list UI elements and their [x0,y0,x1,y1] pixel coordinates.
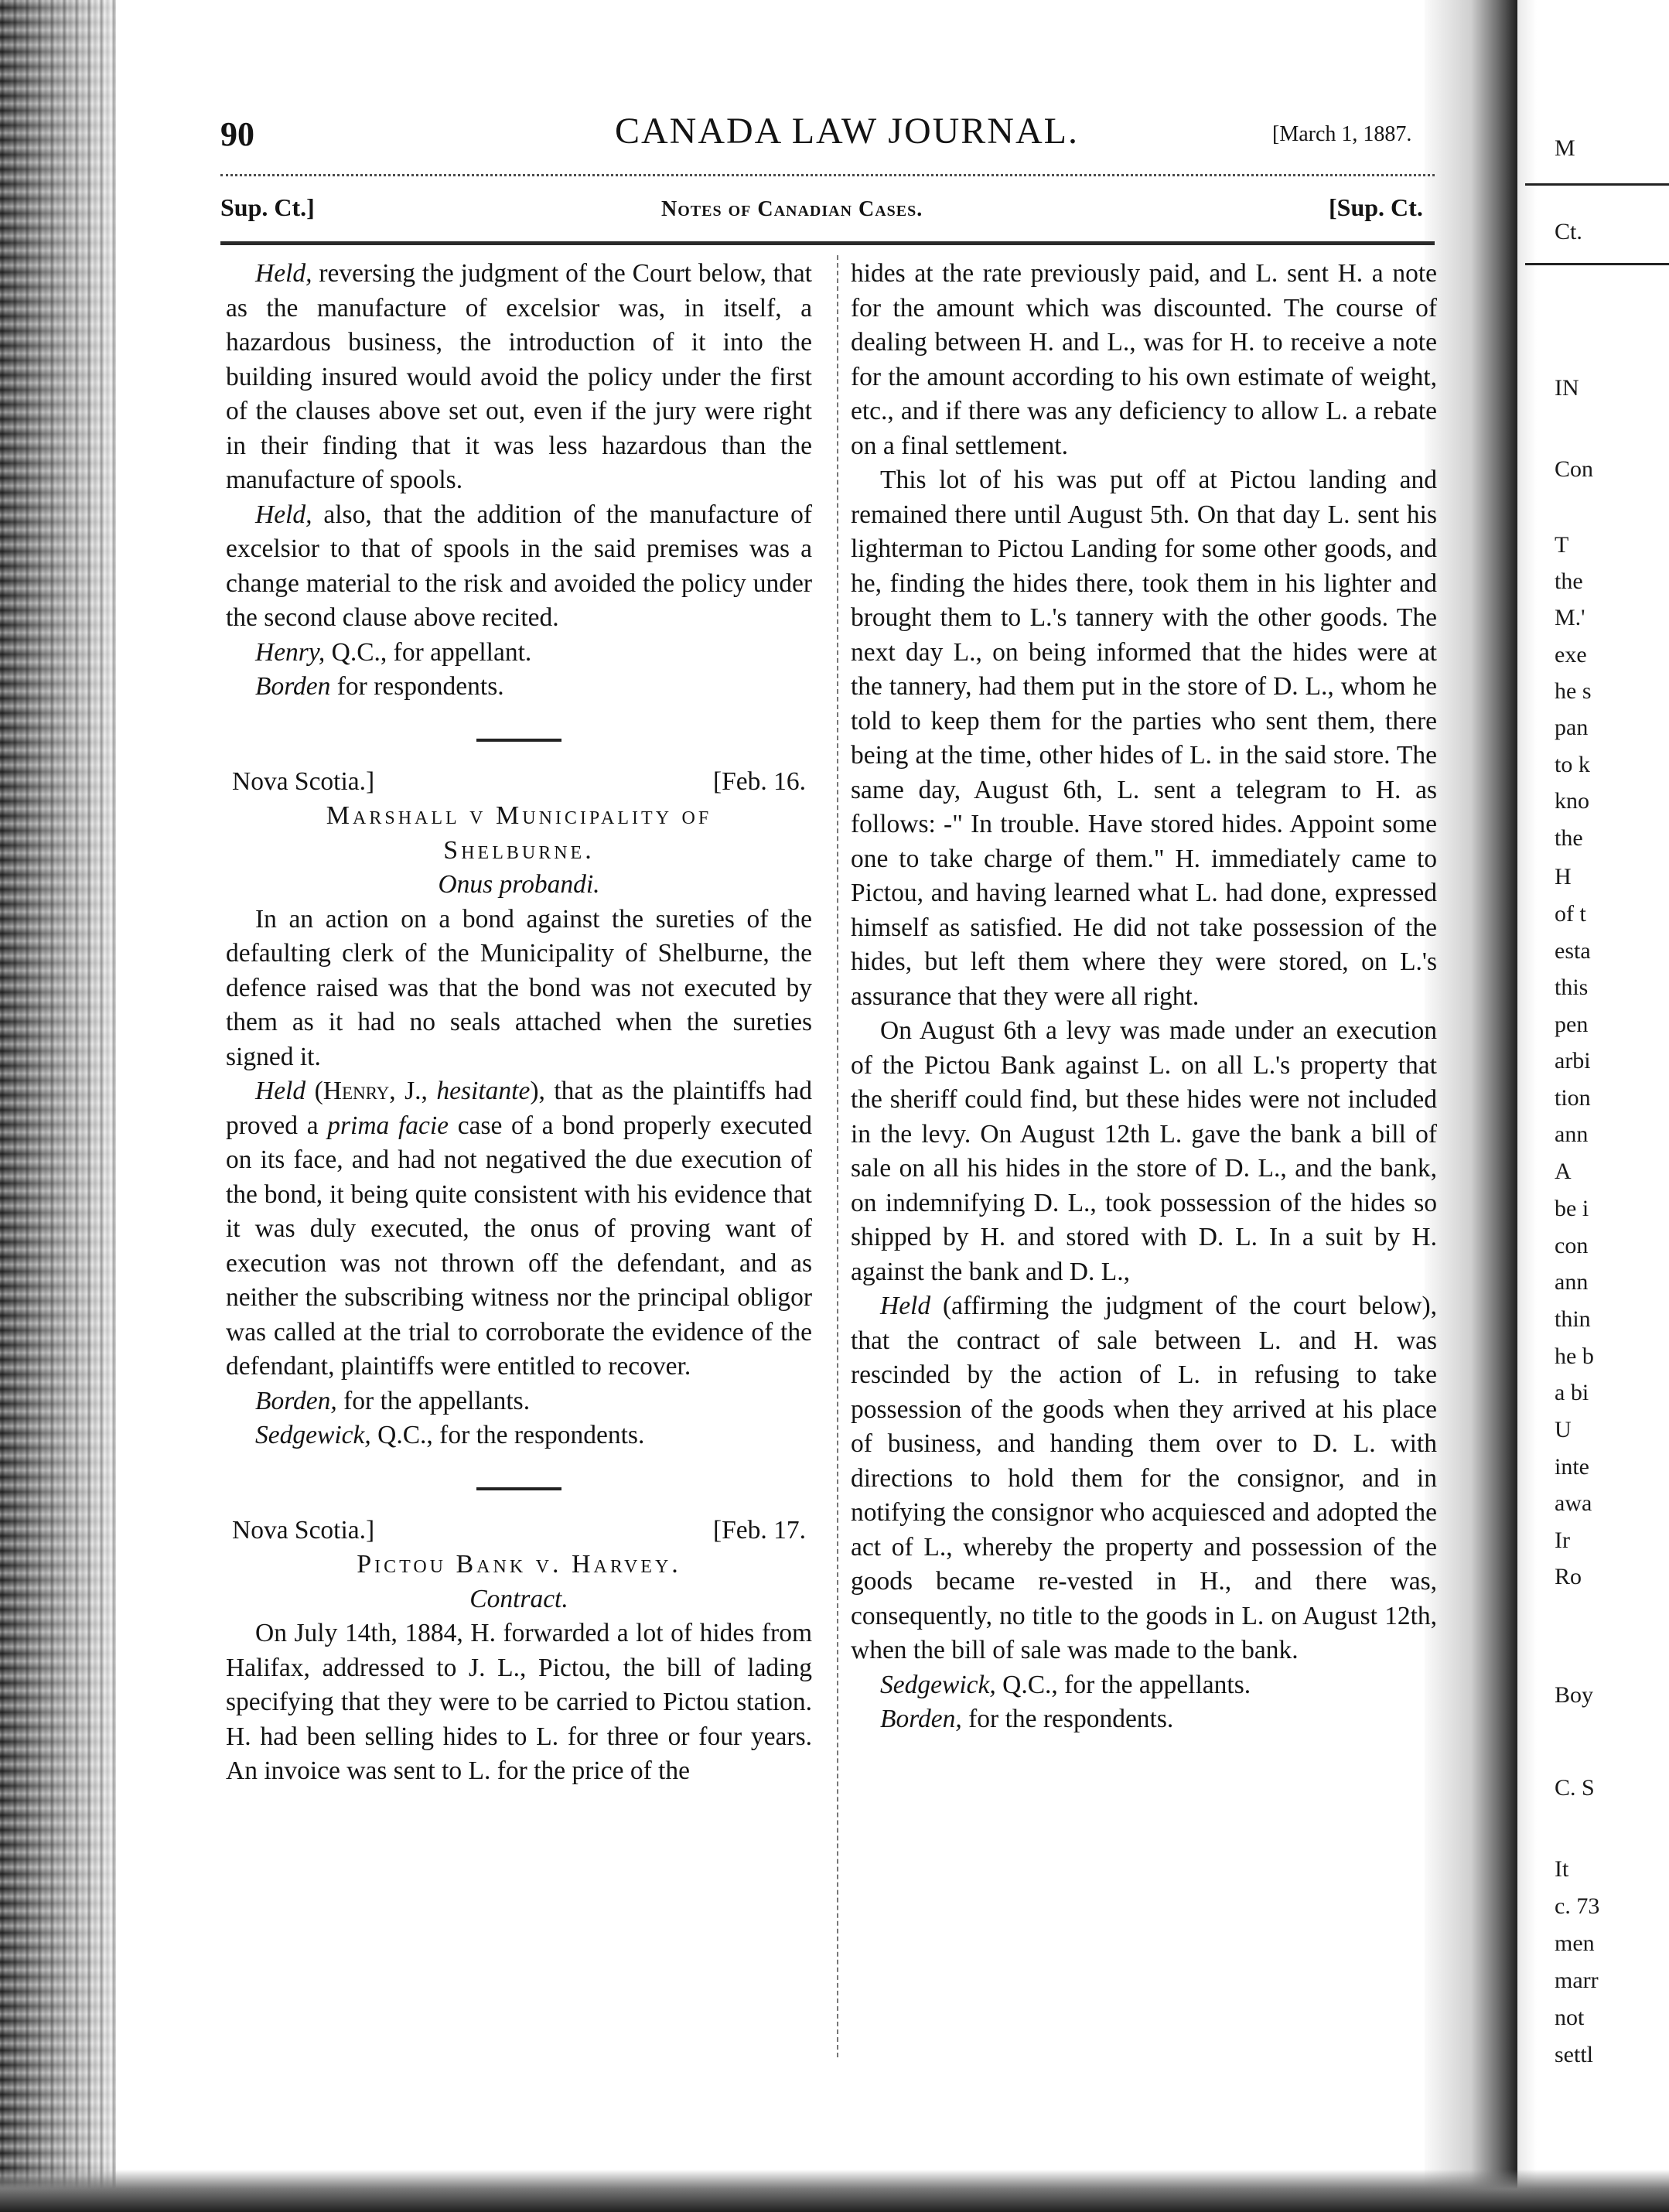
case-title-continued: Shelburne. [443,835,595,865]
facing-page-fragment: tion [1555,1085,1591,1111]
facing-page-fragment: marr [1555,1968,1599,1993]
counsel-role: Q.C., for the appellants. [995,1670,1251,1699]
column-divider [837,255,838,2057]
case-province: Nova Scotia.] [232,766,375,796]
held-text: case of a bond properly executed on its face, and had not negatived the due execution of the bond, it being quite consistent with his evidence that it was duly executed, the onus of proving want of execution was not thrown off the defendant, and as neither the subscribing witness nor the principal obligor was called at the trial to corroborate the evidence of the defendant, plaintiffs were entitled to recover. [226,1111,812,1381]
facing-page-fragment: esta [1555,938,1591,964]
held-text: also, that the addition of the manufacture of excelsior to that of spools in the said premises was a change material to the risk and avoided the policy under the second clause above recited. [226,500,812,632]
counsel-role: for the appellants. [336,1386,531,1415]
facing-page-fragment: H [1555,864,1572,889]
case-date: [Feb. 17. [712,1515,806,1545]
counsel-role: Q.C., for appellant. [325,637,532,667]
held-text: (affirming the judgment of the court below), that the contract of sale between L. and H. was rescinded by the action of L. in refusing to take possession of the goods when they arrived at his place of business, and handing them over to D. L. with directions to hold them for the consignor, and in notifying the consignor who acquiesced and adopted the act of L., whereby the property and possession of the goods became re-vested in H., and there was, consequently, no title to the goods in L. on August 12th, when the bill of sale was made to the bank. [851,1292,1437,1664]
facing-page-edge [1517,0,1669,2212]
counsel-name: Henry, [255,637,326,667]
right-column [851,257,1437,1737]
case-facts: This lot of his was put off at Pictou landing and remained there until August 5th. On that day L. sent his lighterman to Pictou Landing for some other goods, and he, finding the hides there, took them in his lighter and brought them to L.'s tannery with the other goods. The next day L., on being informed that the hides were at the tannery, had them put in the store of D. L., whom he told to keep them for the parties who sent them, there being at the time, other hides of L. in the said store. The same day, August 6th, L. sent a telegram to H. as follows: -" In trouble. Have stored hides. Appoint some one to take charge of them." H. immediately came to Pictou, and having learned what L. had done, expressed himself as satisfied. He did not take possession of the hides, but left them where they were stored, on L.'s assurance that they were all right. [851,466,1437,1011]
facing-page-fragment: ann [1555,1269,1589,1295]
facing-page-fragment: awa [1555,1490,1592,1516]
facing-page-fragment: M.' [1555,605,1585,630]
case-title: Marshall v Municipality of [326,801,712,830]
counsel-name: Sedgewick, [880,1670,996,1699]
judge-name: Henry, J., [323,1077,428,1105]
counsel-line [226,670,812,705]
case-heading [232,765,806,800]
held-text: ), that as the plaintiffs had proved a [226,1077,812,1140]
facing-page-fragment: thin [1555,1306,1591,1332]
held-punct: ( [305,1077,323,1105]
journal-title: CANADA LAW JOURNAL. [615,111,1079,152]
case-subject: Onus probandi. [438,870,600,899]
facing-page-rule [1525,183,1669,186]
held-paragraph-2 [226,498,812,636]
case-date: [Feb. 16. [712,766,806,796]
counsel-role: for the respondents. [961,1705,1174,1733]
counsel-line [226,1418,812,1453]
facing-page-fragment: Boy [1555,1682,1594,1708]
case-title: Pictou Bank v. Harvey. [357,1550,681,1579]
facing-page-fragment: the [1555,825,1583,851]
binding-edge [0,0,116,2212]
latin-phrase: prima facie [327,1111,449,1140]
facing-page-fragment: Ir [1555,1528,1570,1553]
column-head-rule [220,241,1435,245]
facing-page-fragment: Ro [1555,1564,1582,1589]
facing-page-fragment: IN [1555,375,1579,401]
facing-page-fragment: c. 73 [1555,1893,1600,1919]
facing-page-fragment: to k [1555,752,1590,777]
held-text: reversing the judgment of the Court below, that as the manufacture of excelsior was, in itself, a hazardous business, the introduction of it into the building insured would avoid the policy under the first of the clauses above set out, even if the jury were right in their finding that it was less hazardous than the manufacture of spools. [226,259,812,494]
facing-page-fragment: he b [1555,1343,1594,1369]
counsel-line [851,1702,1437,1737]
counsel-role: for respondents. [330,672,504,701]
facing-page-fragment: Ct. [1555,219,1582,244]
facing-page-fragment: pen [1555,1012,1589,1037]
running-head-court-left: Sup. Ct.] [220,193,315,221]
held-lead: Held, [255,259,312,288]
counsel-name: Sedgewick, [255,1421,371,1449]
issue-date: [March 1, 1887. [1272,122,1412,146]
counsel-role: Q.C., for the respondents. [370,1421,645,1449]
judge-note: hesitante [427,1077,531,1105]
facing-page-fragment: M [1555,135,1575,161]
counsel-line [226,636,812,671]
case-facts: In an action on a bond against the sureties of the defaulting clerk of the Municipality of Shelburne, the defence raised was that the bond was not executed by them as it had no seals attached when the sureties signed it. [226,904,812,1071]
header-dotted-rule [220,174,1435,176]
held-paragraph [851,1289,1437,1668]
held-paragraph-1 [226,257,812,498]
held-lead: Held [255,1077,306,1105]
facing-page-fragment: Con [1555,456,1594,482]
case-subject: Contract. [469,1584,568,1613]
facing-page-fragment: ann [1555,1121,1589,1147]
counsel-name: Borden, [880,1705,962,1733]
facing-page-fragment: exe [1555,642,1587,667]
case-facts: On July 14th, 1884, H. forwarded a lot of hides from Halifax, addressed to J. L., Pictou, the bill of lading specifying that they were to be carried to Pictou station. H. had been selling hides to L. for three or four years. An invoice was sent to L. for the price of the [226,1619,812,1785]
facing-page-fragment: inte [1555,1454,1589,1480]
case-facts: On August 6th a levy was made under an execution of the Pictou Bank against L. on all L.'s property that the sheriff could find, but these hides were not included in the levy. On August 12th L. gave the bank a bill of sale on all his hides in the store of D. L., and the bank, on indemnifying D. L., took possession of the hides so shipped by H. and stored with D. L. In a suit by H. against the bank and D. L., [851,1016,1437,1286]
facing-page-fragment: kno [1555,788,1589,814]
facing-page-fragment: arbi [1555,1048,1591,1074]
case-province: Nova Scotia.] [232,1515,375,1545]
case-facts-continued: hides at the rate previously paid, and L. sent H. a note for the amount which was discounted. The course of dealing between H. and L., was for H. to receive a note for the amount according to his own estimate of weight, etc., and if there was any deficiency to allow L. a rebate on a final settlement. [851,259,1437,460]
held-paragraph [226,1074,812,1384]
case-heading [232,1514,806,1548]
counsel-line [851,1668,1437,1703]
counsel-name: Borden [255,672,331,701]
counsel-name: Borden, [255,1386,337,1415]
facing-page-fragment: settl [1555,2042,1593,2067]
counsel-line [226,1384,812,1419]
facing-page-fragment: be i [1555,1196,1589,1221]
page-number: 90 [220,115,254,153]
facing-page-fragment: the [1555,568,1583,594]
facing-page-fragment: pan [1555,715,1589,740]
running-head-section-title: Notes of Canadian Cases. [661,197,923,221]
facing-page-fragment: T [1555,532,1569,558]
facing-page-fragment: It [1555,1856,1569,1882]
running-head-court-right: [Sup. Ct. [1329,193,1423,221]
facing-page-fragment: men [1555,1930,1595,1956]
facing-page-fragment: con [1555,1233,1589,1258]
facing-page-fragment: this [1555,975,1589,1000]
facing-page-fragment: not [1555,2005,1585,2030]
left-column [226,257,812,1789]
facing-page-fragment: a bi [1555,1380,1589,1405]
facing-page-rule [1525,263,1669,265]
facing-page-fragment: A [1555,1159,1572,1184]
facing-page-fragment: C. S [1555,1775,1595,1801]
bottom-scan-shadow [0,2169,1669,2212]
held-lead: Held, [255,500,312,529]
facing-page-fragment: U [1555,1417,1572,1442]
page-gutter-shadow [1425,0,1517,2212]
facing-page-fragment: of t [1555,901,1586,927]
facing-page-fragment: he s [1555,678,1592,704]
held-lead: Held [880,1292,931,1320]
